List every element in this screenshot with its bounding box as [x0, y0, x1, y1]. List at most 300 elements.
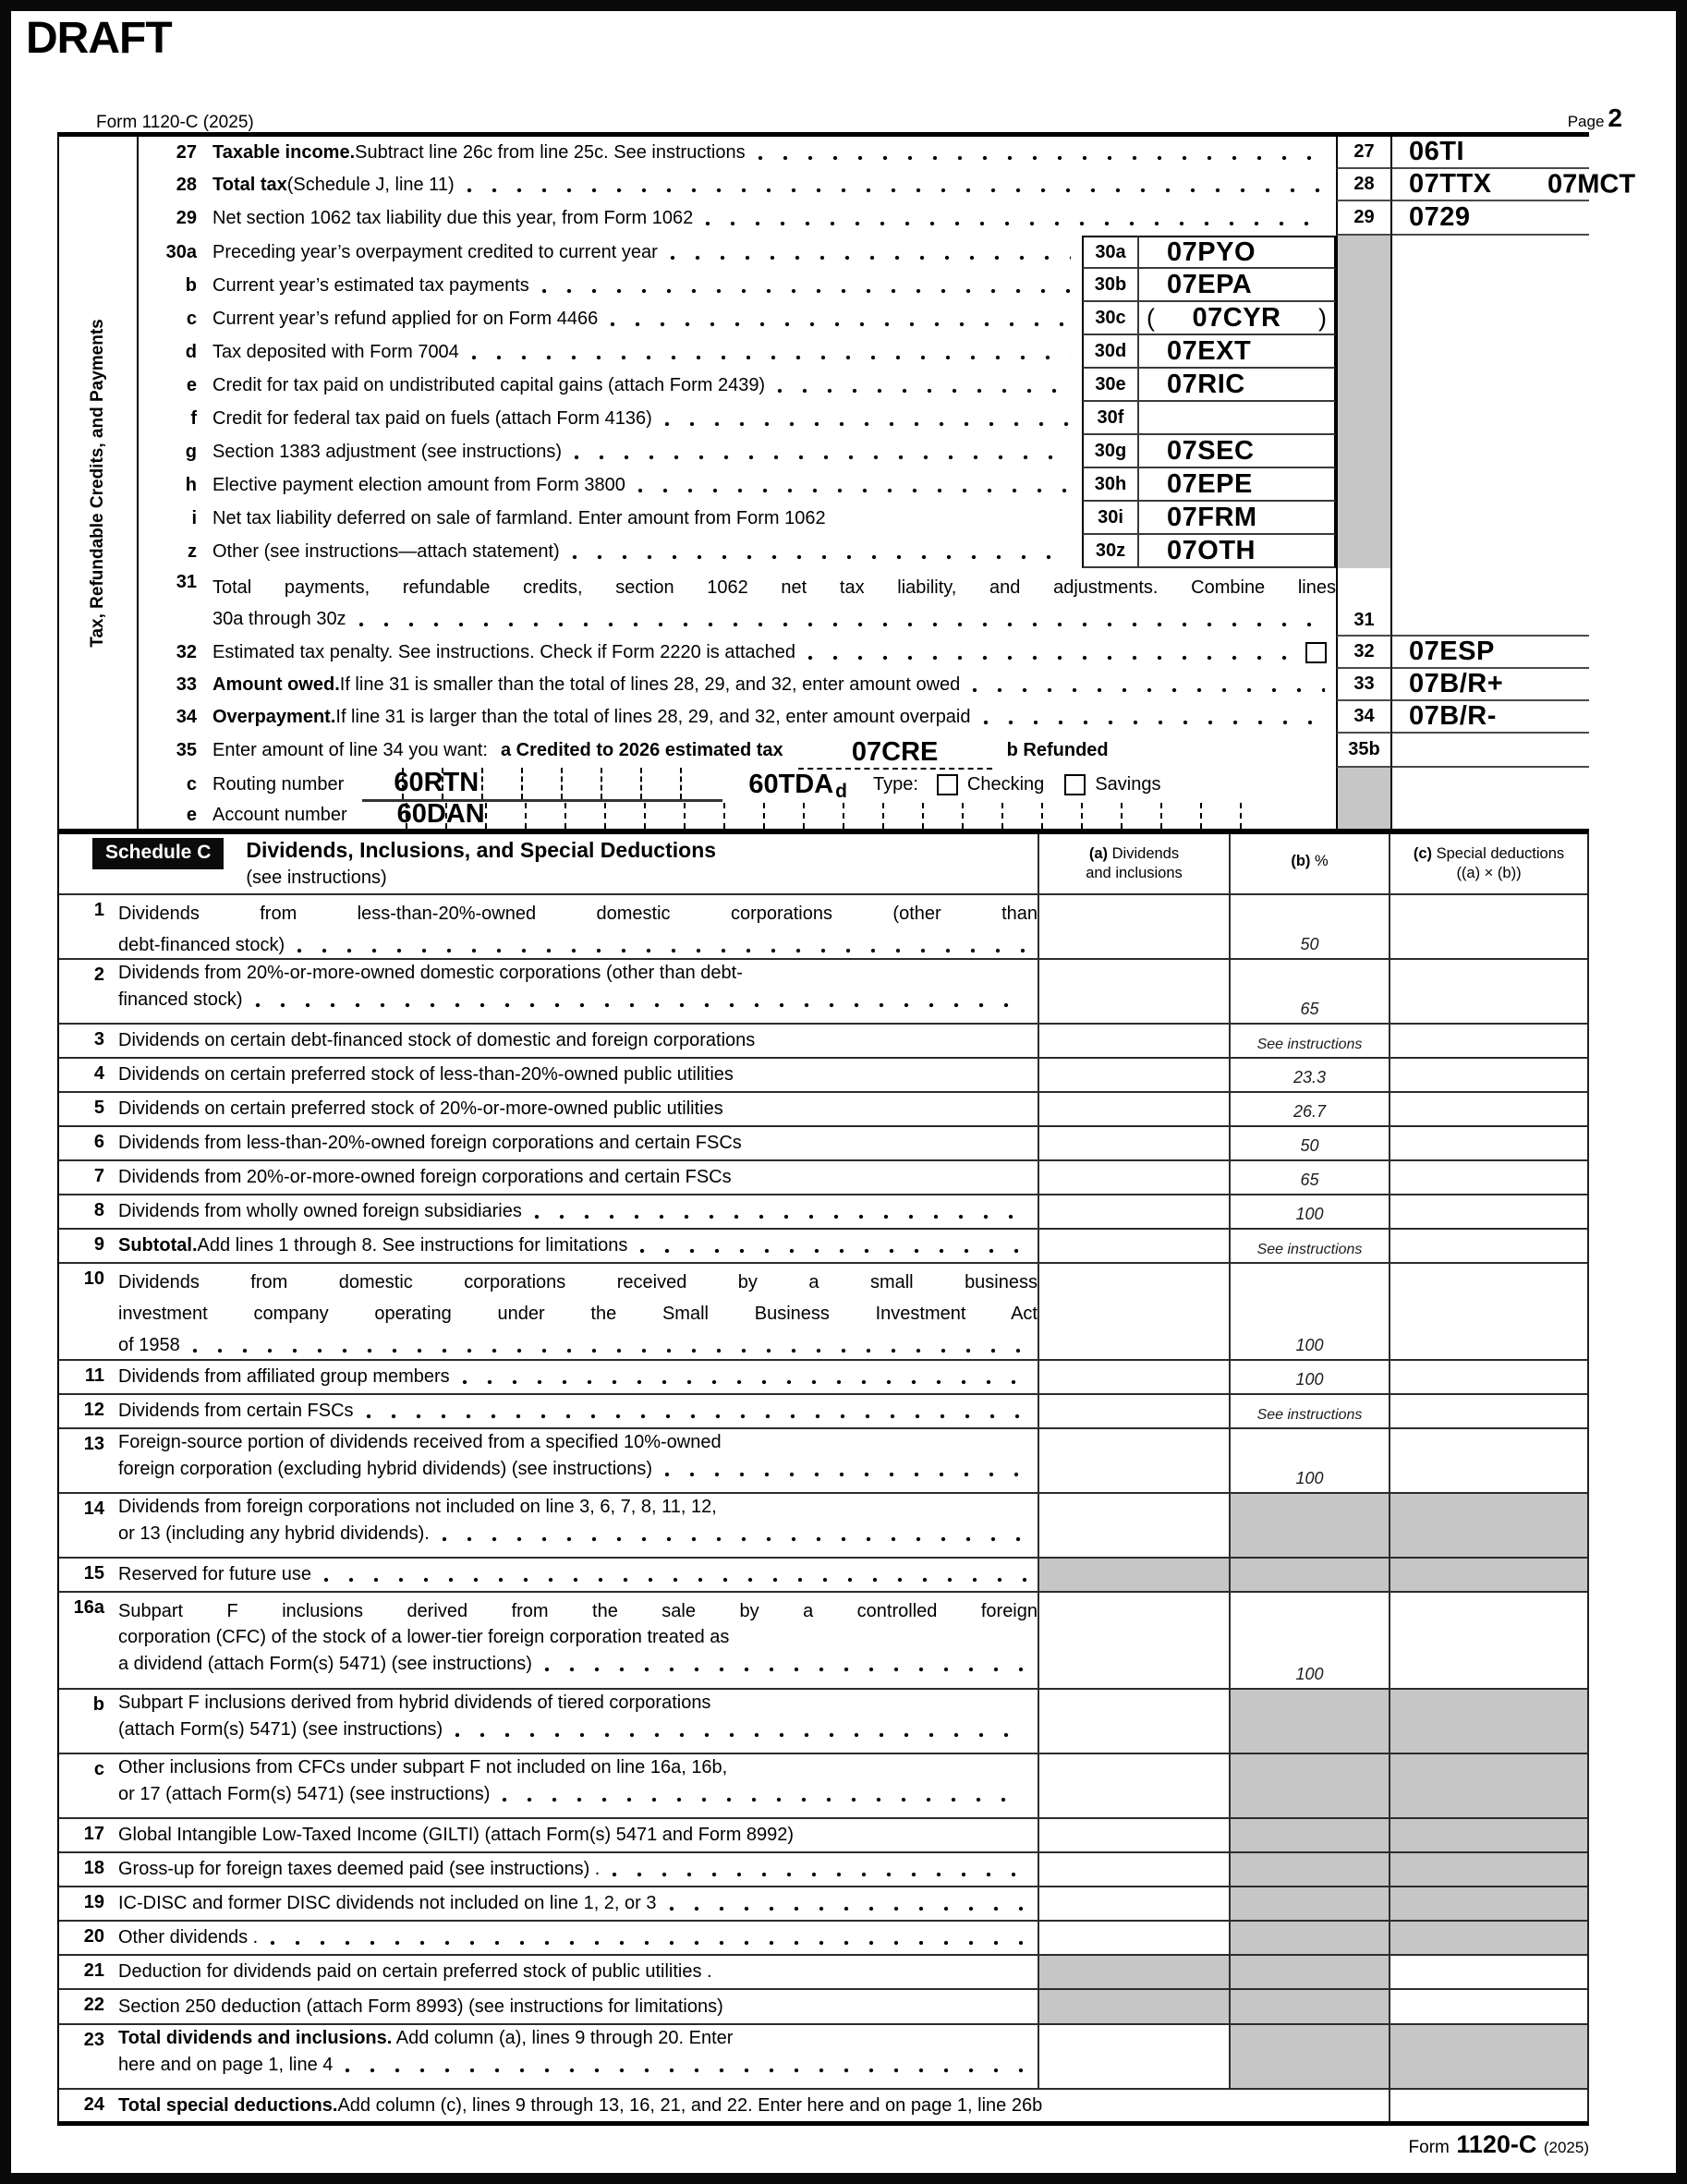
- line-30h-amount-field[interactable]: [1137, 468, 1336, 502]
- col-a-cell[interactable]: [1038, 895, 1229, 958]
- form-id: Form 1120-C (2025): [96, 113, 254, 132]
- line-34-amount-field[interactable]: [1392, 701, 1589, 734]
- dot-leader: [441, 1536, 1026, 1543]
- percentage: 100: [1295, 1205, 1324, 1223]
- col-a-cell[interactable]: [1038, 1819, 1229, 1851]
- mef-code: 0729: [1409, 202, 1471, 232]
- schedule-c-title: Dividends, Inclusions, and Special Deductions: [246, 838, 717, 862]
- line-30i-row: [139, 502, 1589, 535]
- col-a-cell[interactable]: [1038, 1127, 1229, 1159]
- mef-code: 07EPA: [1167, 269, 1253, 299]
- col-c-cell-shaded: [1389, 1922, 1587, 1954]
- col-a-cell[interactable]: [1038, 1059, 1229, 1091]
- col-b-cell-shaded: [1229, 2025, 1389, 2088]
- col-c-cell-shaded: [1389, 1690, 1587, 1753]
- line-30e-amount-field[interactable]: [1137, 369, 1336, 402]
- dot-leader: [663, 1472, 1026, 1478]
- line-number: 16a: [73, 1597, 104, 1618]
- col-c-cell[interactable]: [1389, 1361, 1587, 1393]
- line-number: 17: [83, 1824, 104, 1844]
- line-35a-credited-field[interactable]: 07CRE: [798, 737, 992, 770]
- box-line-number: 30h: [1082, 468, 1137, 502]
- dot-leader: [971, 687, 1325, 694]
- dot-leader: [470, 355, 1071, 361]
- col-a-cell[interactable]: [1038, 1025, 1229, 1057]
- line-number: e: [186, 374, 197, 395]
- open-paren: (: [1147, 303, 1155, 332]
- line-description-cont: 30a through 30z: [212, 609, 346, 629]
- line-number: 24: [83, 2094, 104, 2115]
- line-letter: c: [93, 1759, 104, 1779]
- schedc-row-5: [59, 1093, 1587, 1127]
- line-35a-text: Credited to 2026 estimated tax: [511, 740, 783, 760]
- column-b-header: (b) %: [1229, 834, 1389, 893]
- col-a-cell[interactable]: [1038, 1922, 1229, 1954]
- line-number: z: [188, 540, 197, 562]
- col-b-cell: [1229, 1025, 1389, 1057]
- row-description: Gross-up for foreign taxes deemed paid (see instructions) .: [118, 1859, 601, 1879]
- col-b-cell-shaded: [1229, 1754, 1389, 1817]
- box-line-number: 30i: [1082, 502, 1137, 535]
- line-number: 28: [176, 175, 197, 195]
- col-c-cell[interactable]: [1389, 1593, 1587, 1688]
- col-b-cell-shaded: [1229, 1922, 1389, 1954]
- right-line-number: 29: [1336, 201, 1392, 236]
- shaded-cell: [1336, 802, 1392, 829]
- col-b-cell: [1229, 1230, 1389, 1262]
- line-30f-row: [139, 402, 1589, 435]
- section-sidebar: [59, 137, 139, 829]
- row-description: Add column (c), lines 9 through 13, 16, 21, and 22. Enter here and on page 1, line 26b: [337, 2094, 1043, 2116]
- line-31-row: [139, 568, 1589, 637]
- schedc-row-10: 10 Dividends from domestic corporations received by a small business investment company operating under the Small Business Investment Act of 1958 100: [59, 1264, 1587, 1361]
- percentage: 65: [1300, 1000, 1319, 1018]
- schedc-row-17: [59, 1819, 1587, 1853]
- line-description-bold: Taxable income.: [212, 142, 356, 163]
- dot-leader: [533, 1214, 1026, 1220]
- col-a-cell[interactable]: [1038, 2025, 1229, 2088]
- line-number: 27: [176, 142, 197, 163]
- col-b-cell: [1229, 1264, 1389, 1359]
- shaded-cell: [1336, 335, 1392, 369]
- footer-form-word: Form: [1408, 2138, 1450, 2157]
- col-c-cell[interactable]: [1389, 1025, 1587, 1057]
- page-header: [96, 103, 1622, 133]
- empty-area: [1392, 802, 1589, 829]
- shaded-cell: [1336, 535, 1392, 568]
- col-c-cell[interactable]: [1389, 1161, 1587, 1194]
- line-description: Net section 1062 tax liability due this year, from Form 1062: [212, 208, 694, 228]
- col-a-cell[interactable]: [1038, 1395, 1229, 1427]
- mef-code: 07ESP: [1409, 637, 1495, 666]
- schedc-row-16b: b Subpart F inclusions derived from hybrid dividends of tiered corporations (attach Form(s) 5471) (see instructions): [59, 1690, 1587, 1754]
- empty-area: [1392, 468, 1589, 502]
- box-line-number: 30c: [1082, 302, 1137, 335]
- col-c-cell[interactable]: [1389, 2090, 1587, 2121]
- draft-watermark: DRAFT: [26, 14, 172, 63]
- row-description: Dividends from certain FSCs: [118, 1401, 354, 1421]
- empty-area: [1392, 535, 1589, 568]
- dot-leader: [663, 421, 1071, 428]
- col-c-cell[interactable]: [1389, 1429, 1587, 1492]
- line-30a-amount-field[interactable]: [1137, 236, 1336, 269]
- line-27-amount-field[interactable]: [1392, 137, 1589, 169]
- col-c-cell-shaded: [1389, 1754, 1587, 1817]
- line-30c-amount-field[interactable]: [1137, 302, 1336, 335]
- col-a-cell[interactable]: [1038, 1494, 1229, 1557]
- col-b-cell: [1229, 1429, 1389, 1492]
- col-b-cell: [1229, 1195, 1389, 1228]
- line-description: If line 31 is larger than the total of lines 28, 29, and 32, enter amount overpaid: [335, 707, 971, 727]
- line-35e-account-row: [139, 798, 1589, 829]
- line-33-row: [139, 669, 1589, 701]
- line-number: d: [185, 341, 197, 362]
- schedc-row-18: [59, 1853, 1587, 1887]
- line-description: Subtract line 26c from line 25c. See instructions: [355, 142, 746, 163]
- box-line-number: 30a: [1082, 236, 1137, 269]
- line-34-row: [139, 701, 1589, 734]
- col-c-cell[interactable]: [1389, 1395, 1587, 1427]
- right-line-number: 32: [1336, 637, 1392, 669]
- line-description: Preceding year’s overpayment credited to current year: [212, 241, 658, 262]
- col-a-cell[interactable]: [1038, 1429, 1229, 1492]
- percentage: 65: [1300, 1171, 1319, 1189]
- row-description: Dividends from wholly owned foreign subsidiaries: [118, 1201, 522, 1221]
- line-35c-routing-row: [139, 768, 1589, 802]
- shaded-cell: [1336, 369, 1392, 402]
- col-a-cell[interactable]: [1038, 1230, 1229, 1262]
- tax-credits-payments-section: [57, 132, 1636, 832]
- line-description: Credit for federal tax paid on fuels (attach Form 4136): [212, 407, 652, 429]
- mef-code: 60DAN: [396, 798, 485, 829]
- dot-leader: [571, 554, 1071, 561]
- row-description: Other dividends .: [118, 1927, 259, 1947]
- col-c-cell-shaded: [1389, 2025, 1587, 2088]
- col-a-cell[interactable]: [1038, 1093, 1229, 1125]
- schedc-row-1: 1 Dividends from less-than-20%-owned domestic corporations (other than debt-financed stock) 50: [59, 895, 1587, 960]
- col-a-cell[interactable]: [1038, 1264, 1229, 1359]
- line-number: 23: [83, 2030, 104, 2050]
- col-a-cell[interactable]: [1038, 1195, 1229, 1228]
- row-description: Deduction for dividends paid on certain preferred stock of public utilities .: [118, 1961, 712, 1982]
- box-line-number: 30g: [1082, 435, 1137, 468]
- mef-code: 06TI: [1409, 137, 1465, 166]
- right-line-number: 28: [1336, 169, 1392, 201]
- line-29-amount-field[interactable]: [1392, 201, 1589, 236]
- line-number: 3: [93, 1029, 104, 1050]
- mef-code: 07SEC: [1167, 435, 1255, 466]
- schedc-row-9: [59, 1230, 1587, 1264]
- line-number: h: [185, 474, 197, 495]
- column-c-header: (c) Special deductions ((a) × (b)): [1389, 834, 1587, 893]
- line-35d-label: d: [835, 780, 847, 802]
- row-description: IC-DISC and former DISC dividends not included on line 1, 2, or 3: [118, 1893, 657, 1913]
- mef-code: 07OTH: [1167, 535, 1256, 565]
- box-line-number: 30z: [1082, 535, 1137, 568]
- line-number: 13: [83, 1434, 104, 1454]
- line-35-row: [139, 734, 1589, 768]
- line-description: Section 1383 adjustment (see instructions): [212, 441, 562, 462]
- dot-leader: [191, 1348, 1026, 1354]
- col-b-cell-shaded: [1229, 1887, 1389, 1920]
- checking-checkbox[interactable]: [937, 774, 958, 795]
- line-28-amount-field[interactable]: [1392, 169, 1636, 201]
- line-number: 15: [83, 1563, 104, 1583]
- line-30d-amount-field[interactable]: [1137, 335, 1336, 369]
- savings-label: Savings: [1095, 774, 1161, 795]
- line-description: Estimated tax penalty. See instructions. Check if Form 2220 is attached: [212, 642, 796, 662]
- schedc-row-4: [59, 1059, 1587, 1093]
- col-b-cell-shaded: [1229, 1956, 1389, 1988]
- mef-code: 60RTN: [394, 768, 479, 797]
- row-description: Subpart F inclusions derived from hybrid dividends of tiered corporations: [118, 1693, 711, 1713]
- row-description: Total dividends and inclusions. Add column (a), lines 9 through 20. Enter: [118, 2028, 734, 2048]
- col-c-cell-shaded: [1389, 1494, 1587, 1557]
- schedule-c-header: [59, 834, 1587, 895]
- empty-area: [1392, 402, 1589, 435]
- line-30g-row: [139, 435, 1589, 468]
- line-number: b: [185, 274, 197, 296]
- col-a-cell[interactable]: [1038, 1161, 1229, 1194]
- line-description-bold: Total tax: [212, 175, 287, 195]
- line-description-bold: Amount owed.: [212, 674, 340, 695]
- line-description: Other (see instructions—attach statement): [212, 540, 560, 562]
- line-number: 32: [176, 642, 197, 662]
- line-number: 6: [93, 1132, 104, 1152]
- schedc-row-16a: 16a Subpart F inclusions derived from the sale by a controlled foreign corporation (CFC) of the stock of a lower-tier foreign corporation treated as a dividend (attach Form(s) 5471) (see instructions) 100: [59, 1593, 1587, 1690]
- dot-leader: [638, 1248, 1026, 1255]
- col-c-cell[interactable]: [1389, 895, 1587, 958]
- row-description: Dividends on certain debt-financed stock of domestic and foreign corporations: [118, 1030, 756, 1050]
- empty-area: [1392, 768, 1589, 802]
- line-30i-amount-field[interactable]: [1137, 502, 1336, 535]
- percentage: 50: [1300, 935, 1319, 953]
- account-number-field[interactable]: [366, 798, 1280, 829]
- line-30f-amount-field[interactable]: [1137, 402, 1336, 435]
- schedc-row-20: [59, 1922, 1587, 1956]
- col-c-cell-shaded: [1389, 1559, 1587, 1591]
- line-letter: e: [186, 805, 197, 825]
- col-b-cell-shaded: [1229, 1559, 1389, 1591]
- col-c-cell[interactable]: [1389, 1195, 1587, 1228]
- shaded-cell: [1336, 502, 1392, 535]
- savings-checkbox[interactable]: [1064, 774, 1086, 795]
- col-a-cell[interactable]: [1038, 1690, 1229, 1753]
- row-description: Dividends from domestic corporations received by a small business: [118, 1272, 1038, 1292]
- line-description: (Schedule J, line 11): [286, 175, 455, 195]
- col-a-cell[interactable]: [1038, 1853, 1229, 1886]
- schedule-c-table: [57, 830, 1589, 2126]
- percentage: See instructions: [1256, 1242, 1363, 1257]
- line-29-row: [139, 201, 1589, 236]
- dot-leader: [358, 622, 1325, 628]
- col-c-cell[interactable]: [1389, 1264, 1587, 1359]
- col-b-cell: [1229, 1593, 1389, 1688]
- col-a-cell-shaded: [1038, 1956, 1229, 1988]
- line-description: Total payments, refundable credits, section 1062 net tax liability, and adjustments. Combine lines: [212, 577, 1336, 598]
- line-description: Tax deposited with Form 7004: [212, 341, 459, 362]
- line-32-row: [139, 637, 1589, 669]
- col-c-cell[interactable]: [1389, 1956, 1587, 1988]
- box-line-number: 30e: [1082, 369, 1137, 402]
- mef-code: 07RIC: [1167, 369, 1245, 399]
- percentage: 100: [1295, 1469, 1324, 1487]
- percentage: 100: [1295, 1665, 1324, 1683]
- col-a-cell[interactable]: [1038, 960, 1229, 1023]
- line-32-amount-field[interactable]: [1392, 637, 1589, 669]
- col-c-cell[interactable]: [1389, 1990, 1587, 2023]
- line-letter: c: [186, 774, 197, 795]
- mef-code: 07EPE: [1167, 468, 1253, 499]
- mef-code: 07CYR: [1192, 302, 1281, 333]
- col-b-cell: [1229, 895, 1389, 958]
- col-b-cell-shaded: [1229, 1853, 1389, 1886]
- shaded-cell: [1336, 768, 1392, 802]
- dot-leader: [540, 288, 1071, 295]
- line-number: 22: [83, 1995, 104, 2015]
- row-description-bold: Total special deductions.: [118, 2094, 338, 2116]
- line-description: Net tax liability deferred on sale of farmland. Enter amount from Form 1062: [212, 507, 826, 528]
- schedule-c-subtitle: (see instructions): [246, 868, 387, 888]
- line-30c-row: [139, 302, 1589, 335]
- line-number: 9: [93, 1234, 104, 1255]
- col-c-cell[interactable]: [1389, 1093, 1587, 1125]
- line-28-row: [139, 169, 1636, 201]
- page-footer: [57, 2130, 1589, 2159]
- line-number: i: [191, 507, 197, 528]
- right-line-number: 34: [1336, 701, 1392, 734]
- dot-leader: [461, 1379, 1026, 1386]
- col-a-cell[interactable]: [1038, 1361, 1229, 1393]
- checking-label: Checking: [966, 774, 1045, 795]
- line-number: 12: [83, 1400, 104, 1420]
- line-description: Current year’s estimated tax payments: [212, 274, 529, 296]
- mef-code: 07EXT: [1167, 335, 1252, 366]
- dot-leader: [269, 1940, 1026, 1947]
- col-a-cell[interactable]: [1038, 1593, 1229, 1688]
- col-a-cell[interactable]: [1038, 1887, 1229, 1920]
- col-a-cell[interactable]: [1038, 1754, 1229, 1817]
- right-line-number: 35b: [1336, 734, 1392, 768]
- col-b-cell-shaded: [1229, 1494, 1389, 1557]
- schedc-row-21: [59, 1956, 1587, 1990]
- empty-area: [1392, 236, 1589, 269]
- col-b-cell: [1229, 1395, 1389, 1427]
- col-c-cell[interactable]: [1389, 1127, 1587, 1159]
- line-number: 19: [83, 1892, 104, 1912]
- dot-leader: [757, 155, 1325, 162]
- row-description: Subpart F inclusions derived from the sale by a controlled foreign: [118, 1601, 1038, 1621]
- mef-code: 07FRM: [1167, 502, 1257, 532]
- schedc-row-12: [59, 1395, 1587, 1429]
- line-number: 2: [93, 965, 104, 985]
- schedc-row-22: [59, 1990, 1587, 2025]
- schedc-row-13: 13 Foreign-source portion of dividends received from a specified 10%-owned foreign corporation (excluding hybrid dividends) (see instructions) 100: [59, 1429, 1587, 1494]
- row-description: Dividends from 20%-or-more-owned foreign corporations and certain FSCs: [118, 1167, 732, 1187]
- row-description: Dividends on certain preferred stock of less-than-20%-owned public utilities: [118, 1064, 734, 1085]
- line-33-amount-field[interactable]: [1392, 669, 1589, 701]
- line-30d-row: [139, 335, 1589, 369]
- line-31-amount-field[interactable]: [1392, 568, 1589, 637]
- mef-code: 07B/R-: [1409, 701, 1497, 731]
- schedc-row-7: [59, 1161, 1587, 1195]
- mef-code: 07PYO: [1167, 237, 1256, 267]
- dot-leader: [704, 221, 1325, 227]
- col-c-cell[interactable]: [1389, 1059, 1587, 1091]
- line-description: Credit for tax paid on undistributed capital gains (attach Form 2439): [212, 374, 766, 395]
- dot-leader: [254, 1002, 1026, 1009]
- schedc-row-2: 2 Dividends from 20%-or-more-owned domestic corporations (other than debt- financed stock) 65: [59, 960, 1587, 1025]
- box-line-number: 30b: [1082, 269, 1137, 302]
- line-number: 33: [176, 674, 197, 695]
- line-30z-amount-field[interactable]: [1137, 535, 1336, 568]
- footer-form-year: (2025): [1543, 2139, 1589, 2156]
- shaded-cell: [1336, 302, 1392, 335]
- close-paren: ): [1318, 303, 1327, 332]
- col-c-cell[interactable]: [1389, 960, 1587, 1023]
- col-c-cell[interactable]: [1389, 1230, 1587, 1262]
- empty-area: [1392, 269, 1589, 302]
- page-number: Page 2: [1567, 103, 1622, 132]
- right-line-number: 33: [1336, 669, 1392, 701]
- line-35a-label: a: [500, 740, 512, 760]
- row-description: Global Intangible Low-Taxed Income (GILTI) (attach Form(s) 5471 and Form 8992): [118, 1825, 795, 1845]
- dot-leader: [982, 720, 1326, 726]
- percentage: 50: [1300, 1136, 1319, 1155]
- row-description: Dividends from 20%-or-more-owned domestic corporations (other than debt-: [118, 963, 743, 983]
- dot-leader: [637, 488, 1071, 494]
- line-number: 7: [93, 1166, 104, 1186]
- line-number: 14: [83, 1498, 104, 1519]
- line-number: 31: [176, 572, 197, 592]
- form-2220-checkbox[interactable]: [1305, 642, 1327, 663]
- right-line-number: 27: [1336, 137, 1392, 169]
- line-35b-text: Refunded: [1017, 740, 1109, 760]
- row-description: Dividends on certain preferred stock of 20%-or-more-owned public utilities: [118, 1098, 723, 1119]
- line-number: 30a: [165, 241, 197, 262]
- line-30e-row: [139, 369, 1589, 402]
- dot-leader: [609, 322, 1071, 328]
- row-description: Section 250 deduction (attach Form 8993) (see instructions for limitations): [118, 1996, 723, 2017]
- account-number-label: Account number: [212, 805, 347, 825]
- column-a-header: (a) Dividends and inclusions: [1038, 834, 1229, 893]
- dot-leader: [807, 655, 1291, 661]
- line-letter: b: [92, 1694, 104, 1715]
- schedule-c-box: Schedule C: [92, 838, 224, 869]
- row-description: Add lines 1 through 8. See instructions for limitations: [197, 1235, 628, 1256]
- line-30g-amount-field[interactable]: [1137, 435, 1336, 468]
- schedc-row-16c: c Other inclusions from CFCs under subpart F not included on line 16a, 16b, or 17 (attach Form(s) 5471) (see instructions): [59, 1754, 1587, 1819]
- line-27-row: [139, 137, 1589, 169]
- schedc-row-24: [59, 2090, 1587, 2121]
- type-label: Type:: [873, 774, 918, 795]
- dot-leader: [669, 255, 1071, 261]
- line-35b-amount-field[interactable]: [1392, 734, 1589, 768]
- line-number: c: [186, 308, 197, 329]
- col-a-cell-shaded: [1038, 1559, 1229, 1591]
- line-number: g: [185, 441, 197, 462]
- col-b-cell: [1229, 1127, 1389, 1159]
- line-number: 21: [83, 1960, 104, 1981]
- routing-number-field[interactable]: [362, 768, 722, 802]
- footer-form-number: 1120-C: [1456, 2130, 1537, 2158]
- line-30b-amount-field[interactable]: [1137, 269, 1336, 302]
- line-number: 5: [93, 1098, 104, 1118]
- shaded-cell: [1336, 468, 1392, 502]
- col-a-cell-shaded: [1038, 1990, 1229, 2023]
- schedc-row-3: [59, 1025, 1587, 1059]
- schedc-row-8: [59, 1195, 1587, 1230]
